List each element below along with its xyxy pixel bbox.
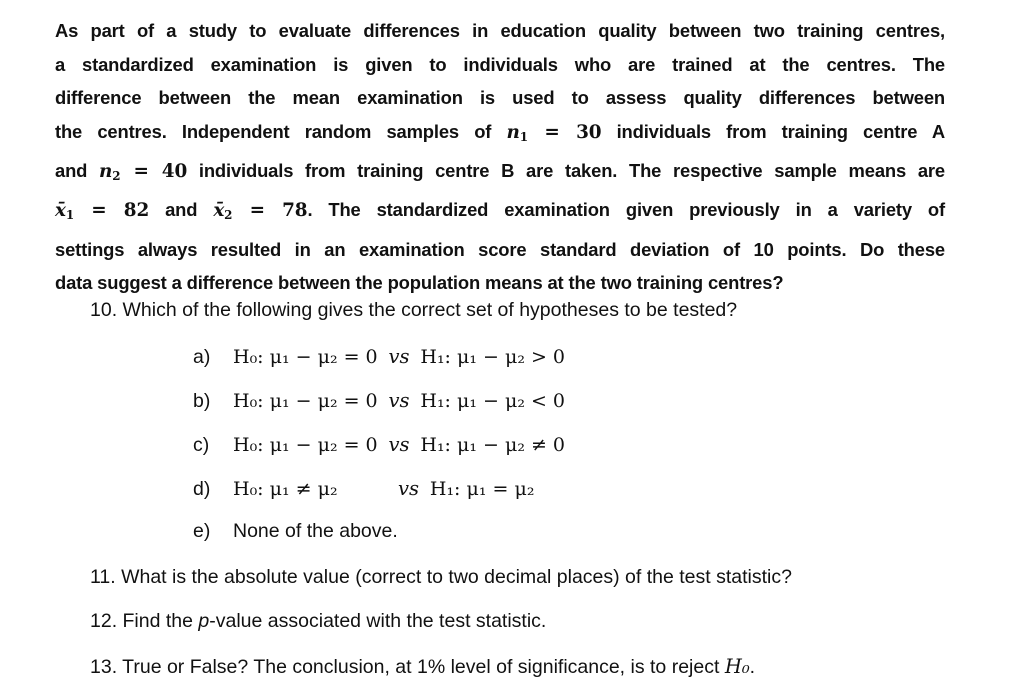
n1-subscript: 1 xyxy=(519,129,528,144)
question-11: 11. What is the absolute value (correct to two decimal places) of the test statistic? xyxy=(90,566,792,588)
intro-line-2: a standardized examination is given to individuals who are trained at the centres. The xyxy=(55,53,945,75)
option-b-letter: b) xyxy=(193,390,211,412)
n2-expression xyxy=(99,161,187,182)
x2-subscript: 2 xyxy=(224,208,233,223)
option-b-h0: H₀: μ₁ − μ₂ = 0 xyxy=(233,390,378,412)
x2-variable: x̄ xyxy=(213,200,225,222)
x1-expression xyxy=(55,200,149,221)
option-e xyxy=(193,518,398,544)
option-a-h1: H₁: μ₁ − μ₂ > 0 xyxy=(420,346,566,368)
intro-line-8: data suggest a difference between the population means at the two training centres? xyxy=(55,272,784,294)
option-c-vs: vs xyxy=(388,433,410,456)
intro-line-5 xyxy=(55,154,945,193)
option-d-vs: vs xyxy=(398,477,420,500)
n2-value: = 40 xyxy=(120,160,188,182)
intro-line-6 xyxy=(55,193,945,232)
n1-expression xyxy=(506,122,601,143)
problem-statement xyxy=(55,14,945,300)
n1-value: = 30 xyxy=(527,121,602,143)
intro-line-4-post: individuals from training centre A xyxy=(601,120,945,142)
question-12-pre: 12. Find the xyxy=(90,610,199,632)
x1-subscript: 1 xyxy=(65,208,74,223)
option-e-letter: e) xyxy=(193,520,211,542)
intro-line-3: difference between the mean examination is used to assess quality differences between xyxy=(55,87,945,108)
option-b-vs: vs xyxy=(388,389,410,412)
intro-line-5-post: individuals from training centre B are taken. The respective sample means are xyxy=(187,159,945,181)
option-a-h0: H₀: μ₁ − μ₂ = 0 xyxy=(233,346,378,368)
x1-variable: x̄ xyxy=(55,200,66,222)
intro-line-1: As part of a study to evaluate differences in education quality between two training centres, xyxy=(55,20,945,41)
intro-line-7: settings always resulted in an examination score standard deviation of 10 points. Do these xyxy=(55,238,945,260)
n1-variable: n xyxy=(506,121,520,143)
option-d-letter: d) xyxy=(193,478,211,500)
option-a xyxy=(193,344,565,370)
option-d-h1: H₁: μ₁ = μ₂ xyxy=(429,478,535,500)
question-12 xyxy=(90,608,546,634)
option-b xyxy=(193,388,565,414)
question-13-h0: H₀ xyxy=(724,655,750,678)
intro-line-4 xyxy=(55,115,945,154)
intro-line-4-pre: the centres. Independent random samples of xyxy=(55,120,507,142)
option-a-letter: a) xyxy=(193,346,211,368)
option-c-h1: H₁: μ₁ − μ₂ ≠ 0 xyxy=(420,434,566,456)
option-e-text: None of the above. xyxy=(233,520,398,542)
x1-value: = 82 xyxy=(74,200,150,222)
question-12-p: p xyxy=(198,610,210,632)
and-word: and xyxy=(149,199,214,221)
question-13-post: . xyxy=(749,656,756,678)
question-12-post: -value associated with the test statistic. xyxy=(209,610,547,632)
question-13 xyxy=(90,654,755,680)
intro-line-6-post: . The standardized examination given previously in a variety of xyxy=(307,199,945,221)
option-d xyxy=(193,476,534,502)
intro-line-5-pre: and xyxy=(55,159,100,181)
option-c xyxy=(193,432,565,458)
n2-subscript: 2 xyxy=(112,168,121,183)
option-c-letter: c) xyxy=(193,434,210,456)
option-a-vs: vs xyxy=(388,345,410,368)
question-13-pre: 13. True or False? The conclusion, at 1% level of significance, is to reject xyxy=(90,656,725,678)
x2-value: = 78 xyxy=(232,200,308,222)
option-b-h1: H₁: μ₁ − μ₂ < 0 xyxy=(420,390,566,412)
question-10: 10. Which of the following gives the correct set of hypotheses to be tested? xyxy=(90,299,738,321)
option-c-h0: H₀: μ₁ − μ₂ = 0 xyxy=(233,434,378,456)
option-d-h0: H₀: μ₁ ≠ μ₂ xyxy=(233,478,338,500)
n2-variable: n xyxy=(99,160,113,182)
x2-expression xyxy=(213,200,307,221)
